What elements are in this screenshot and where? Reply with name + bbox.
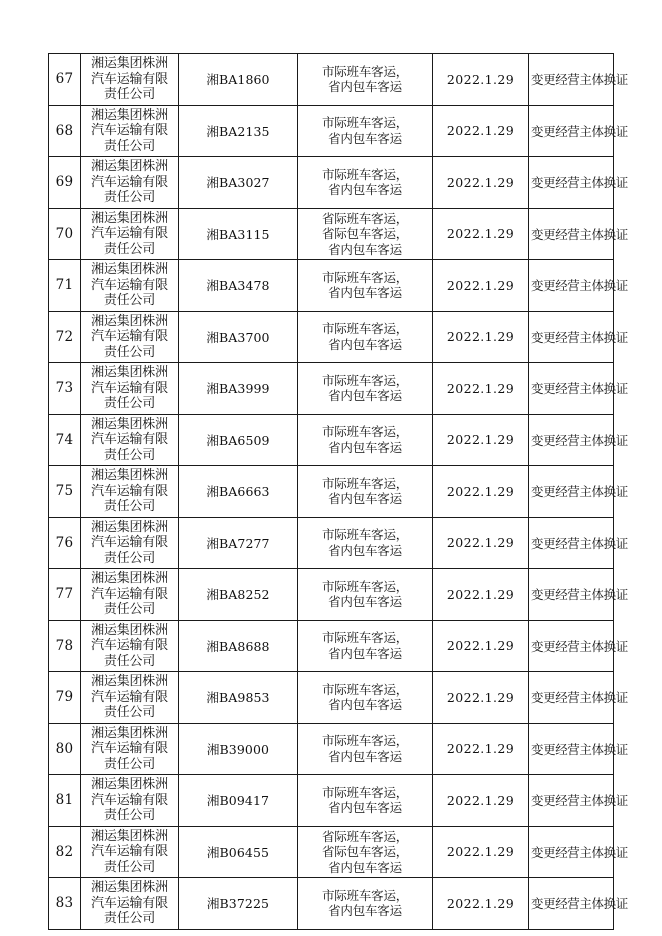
business-scope [298, 672, 433, 724]
company-name-line: 湘运集团株洲 [91, 159, 168, 174]
table-row [49, 620, 614, 672]
issue-date: 2022.1.29 [433, 105, 529, 157]
vehicle-plate-number: 湘BA7277 [179, 517, 298, 569]
business-scope [298, 54, 433, 106]
issue-date: 2022.1.29 [433, 620, 529, 672]
table-row [49, 311, 614, 363]
table-row [49, 414, 614, 466]
issue-date: 2022.1.29 [433, 260, 529, 312]
company-name-line: 汽车运输有限 [91, 844, 168, 859]
vehicle-plate-number: 湘BA8252 [179, 569, 298, 621]
business-scope-line: 省内包车客运 [328, 697, 402, 713]
company-name [81, 54, 179, 106]
change-reason: 变更经营主体换证 [529, 105, 614, 157]
business-scope [298, 260, 433, 312]
company-name [81, 105, 179, 157]
change-reason: 变更经营主体换证 [529, 620, 614, 672]
change-reason: 变更经营主体换证 [529, 466, 614, 518]
business-scope-line: 省内包车客运 [328, 645, 402, 661]
company-name-line: 责任公司 [103, 602, 156, 617]
business-scope-line: 市际班车客运， [321, 527, 409, 543]
company-name-line: 责任公司 [103, 87, 156, 102]
business-scope-line: 省内包车客运 [328, 800, 402, 816]
table-row [49, 672, 614, 724]
business-scope-line: 市际班车客运， [321, 115, 409, 131]
issue-date: 2022.1.29 [433, 672, 529, 724]
company-name-line: 责任公司 [103, 756, 156, 772]
business-scope-line: 市际班车客运， [321, 733, 409, 749]
issue-date: 2022.1.29 [433, 157, 529, 209]
business-scope-line: 省内包车客运 [328, 542, 402, 558]
vehicle-plate-number: 湘BA3700 [179, 311, 298, 363]
company-name-line: 责任公司 [103, 447, 156, 463]
issue-date: 2022.1.29 [433, 775, 529, 827]
row-number: 80 [49, 723, 81, 775]
table-row [49, 260, 614, 312]
table-row [49, 54, 614, 106]
vehicle-plate-number: 湘BA6509 [179, 414, 298, 466]
table-row [49, 363, 614, 415]
company-name-line: 责任公司 [103, 344, 156, 360]
issue-date: 2022.1.29 [433, 826, 529, 878]
company-name-line: 责任公司 [103, 396, 156, 411]
company-name-line: 湘运集团株洲 [91, 210, 168, 226]
change-reason: 变更经营主体换证 [529, 311, 614, 363]
company-name-line: 汽车运输有限 [91, 586, 168, 602]
company-name-line: 湘运集团株洲 [91, 622, 168, 638]
company-name-line: 汽车运输有限 [91, 123, 168, 138]
issue-date: 2022.1.29 [433, 363, 529, 415]
row-number: 75 [49, 466, 81, 518]
company-name [81, 363, 179, 415]
company-name-line: 汽车运输有限 [91, 226, 168, 241]
company-name [81, 311, 179, 363]
company-name-line: 责任公司 [103, 138, 156, 154]
company-name-line: 汽车运输有限 [91, 174, 168, 190]
vehicle-plate-number: 湘BA3115 [179, 208, 298, 260]
change-reason: 变更经营主体换证 [529, 157, 614, 209]
company-name-line: 责任公司 [103, 653, 156, 669]
vehicle-plate-number: 湘BA3027 [179, 157, 298, 209]
business-scope-line: 市际班车客运， [321, 578, 409, 594]
company-name-line: 汽车运输有限 [91, 638, 168, 653]
business-scope [298, 311, 433, 363]
business-scope [298, 414, 433, 466]
table-row [49, 878, 614, 930]
company-name [81, 414, 179, 466]
company-name-line: 湘运集团株洲 [91, 365, 168, 380]
business-scope [298, 363, 433, 415]
vehicle-plate-number: 湘BA8688 [179, 620, 298, 672]
company-name [81, 260, 179, 312]
change-reason: 变更经营主体换证 [529, 517, 614, 569]
table-row [49, 826, 614, 878]
company-name-line: 责任公司 [103, 241, 156, 257]
issue-date: 2022.1.29 [433, 517, 529, 569]
table-row [49, 517, 614, 569]
business-scope-line: 市际班车客运， [321, 475, 409, 491]
vehicle-plate-number: 湘B39000 [179, 723, 298, 775]
company-name-line: 汽车运输有限 [91, 535, 168, 550]
business-scope-line: 市际班车客运， [321, 424, 409, 440]
company-name [81, 620, 179, 672]
change-reason: 变更经营主体换证 [529, 826, 614, 878]
table-row [49, 105, 614, 157]
row-number: 78 [49, 620, 81, 672]
business-scope-line: 省内包车客运 [328, 336, 402, 352]
issue-date: 2022.1.29 [433, 414, 529, 466]
company-name-line: 责任公司 [103, 293, 156, 308]
company-name-line: 湘运集团株洲 [91, 674, 168, 689]
business-scope [298, 878, 433, 930]
business-scope-line: 省内包车客运 [328, 285, 402, 301]
company-name-line: 责任公司 [103, 911, 156, 926]
company-name-line: 湘运集团株洲 [91, 468, 168, 483]
row-number: 82 [49, 826, 81, 878]
vehicle-plate-number: 湘B09417 [179, 775, 298, 827]
business-scope-line: 省际包车客运， [321, 226, 409, 241]
company-name-line: 责任公司 [103, 550, 156, 566]
business-scope-line: 省内包车客运 [328, 903, 402, 919]
company-name-line: 责任公司 [103, 190, 156, 205]
business-scope-line: 市际班车客运， [321, 321, 409, 337]
company-name-line: 汽车运输有限 [91, 71, 168, 87]
row-number: 73 [49, 363, 81, 415]
company-name-line: 湘运集团株洲 [91, 880, 168, 895]
company-name [81, 826, 179, 878]
business-scope-line: 省内包车客运 [328, 182, 402, 198]
company-name-line: 责任公司 [103, 705, 156, 720]
company-name-line: 湘运集团株洲 [91, 519, 168, 535]
table-row [49, 466, 614, 518]
business-scope-line: 市际班车客运， [321, 63, 409, 79]
company-name-line: 湘运集团株洲 [91, 416, 168, 432]
table-row [49, 775, 614, 827]
row-number: 79 [49, 672, 81, 724]
vehicle-plate-number: 湘BA2135 [179, 105, 298, 157]
business-scope [298, 775, 433, 827]
change-reason: 变更经营主体换证 [529, 208, 614, 260]
vehicle-plate-number: 湘B37225 [179, 878, 298, 930]
business-scope [298, 620, 433, 672]
business-scope-line: 省内包车客运 [328, 439, 402, 455]
company-name [81, 775, 179, 827]
business-scope [298, 517, 433, 569]
business-scope-line: 省际班车客运， [321, 210, 409, 226]
company-name [81, 723, 179, 775]
company-name [81, 672, 179, 724]
change-reason: 变更经营主体换证 [529, 363, 614, 415]
company-name [81, 208, 179, 260]
company-name [81, 878, 179, 930]
change-reason: 变更经营主体换证 [529, 54, 614, 106]
issue-date: 2022.1.29 [433, 466, 529, 518]
company-name [81, 569, 179, 621]
business-scope-line: 省内包车客运 [328, 388, 402, 404]
company-name-line: 汽车运输有限 [91, 277, 168, 293]
table-row [49, 569, 614, 621]
business-scope-line: 市际班车客运， [321, 269, 409, 285]
registration-table-container [48, 53, 628, 930]
business-scope [298, 466, 433, 518]
issue-date: 2022.1.29 [433, 208, 529, 260]
row-number: 77 [49, 569, 81, 621]
business-scope-line: 省内包车客运 [328, 491, 402, 507]
row-number: 74 [49, 414, 81, 466]
business-scope-line: 省内包车客运 [328, 594, 402, 610]
company-name-line: 湘运集团株洲 [91, 56, 168, 71]
row-number: 76 [49, 517, 81, 569]
company-name-line: 湘运集团株洲 [91, 725, 168, 741]
change-reason: 变更经营主体换证 [529, 723, 614, 775]
business-scope [298, 723, 433, 775]
row-number: 67 [49, 54, 81, 106]
business-scope-line: 市际班车客运， [321, 784, 409, 800]
row-number: 83 [49, 878, 81, 930]
vehicle-plate-number: 湘B06455 [179, 826, 298, 878]
row-number: 69 [49, 157, 81, 209]
company-name-line: 湘运集团株洲 [91, 828, 168, 844]
business-scope-line: 市际班车客运， [321, 681, 409, 697]
company-name-line: 汽车运输有限 [91, 483, 168, 499]
row-number: 70 [49, 208, 81, 260]
company-name-line: 汽车运输有限 [91, 895, 168, 911]
issue-date: 2022.1.29 [433, 569, 529, 621]
business-scope [298, 157, 433, 209]
row-number: 72 [49, 311, 81, 363]
business-scope [298, 569, 433, 621]
change-reason: 变更经营主体换证 [529, 260, 614, 312]
company-name-line: 责任公司 [103, 859, 156, 875]
business-scope [298, 105, 433, 157]
row-number: 71 [49, 260, 81, 312]
business-scope [298, 208, 433, 260]
vehicle-plate-number: 湘BA3478 [179, 260, 298, 312]
vehicle-plate-number: 湘BA9853 [179, 672, 298, 724]
business-scope-line: 省内包车客运 [328, 859, 402, 875]
company-name-line: 责任公司 [103, 808, 156, 823]
business-scope-line: 省内包车客运 [328, 79, 402, 95]
change-reason: 变更经营主体换证 [529, 414, 614, 466]
company-name-line: 湘运集团株洲 [91, 313, 168, 329]
table-row [49, 208, 614, 260]
company-name-line: 湘运集团株洲 [91, 571, 168, 586]
change-reason: 变更经营主体换证 [529, 775, 614, 827]
table-body [49, 54, 628, 930]
company-name-line: 汽车运输有限 [91, 329, 168, 344]
vehicle-plate-number: 湘BA3999 [179, 363, 298, 415]
company-name-line: 湘运集团株洲 [91, 107, 168, 123]
issue-date: 2022.1.29 [433, 723, 529, 775]
business-scope-line: 市际班车客运， [321, 887, 409, 903]
company-name [81, 517, 179, 569]
business-scope-line: 省内包车客运 [328, 130, 402, 146]
company-name [81, 157, 179, 209]
business-scope-line: 省际班车客运， [321, 828, 409, 844]
row-number: 68 [49, 105, 81, 157]
company-name-line: 汽车运输有限 [91, 792, 168, 808]
issue-date: 2022.1.29 [433, 311, 529, 363]
vehicle-registration-table [48, 53, 628, 930]
change-reason: 变更经营主体换证 [529, 672, 614, 724]
table-row [49, 157, 614, 209]
business-scope [298, 826, 433, 878]
company-name-line: 汽车运输有限 [91, 432, 168, 447]
business-scope-line: 省内包车客运 [328, 748, 402, 764]
business-scope-line: 市际班车客运， [321, 372, 409, 388]
company-name-line: 汽车运输有限 [91, 380, 168, 396]
vehicle-plate-number: 湘BA6663 [179, 466, 298, 518]
change-reason: 变更经营主体换证 [529, 569, 614, 621]
change-reason: 变更经营主体换证 [529, 878, 614, 930]
row-number: 81 [49, 775, 81, 827]
vehicle-plate-number: 湘BA1860 [179, 54, 298, 106]
issue-date: 2022.1.29 [433, 54, 529, 106]
company-name-line: 湘运集团株洲 [91, 262, 168, 277]
company-name-line: 汽车运输有限 [91, 741, 168, 756]
business-scope-line: 省内包车客运 [328, 241, 402, 257]
company-name-line: 责任公司 [103, 499, 156, 514]
table-row [49, 723, 614, 775]
business-scope-line: 省际包车客运， [321, 844, 409, 859]
company-name [81, 466, 179, 518]
business-scope-line: 市际班车客运， [321, 630, 409, 646]
company-name-line: 汽车运输有限 [91, 689, 168, 705]
issue-date: 2022.1.29 [433, 878, 529, 930]
business-scope-line: 市际班车客运， [321, 166, 409, 182]
company-name-line: 湘运集团株洲 [91, 777, 168, 792]
